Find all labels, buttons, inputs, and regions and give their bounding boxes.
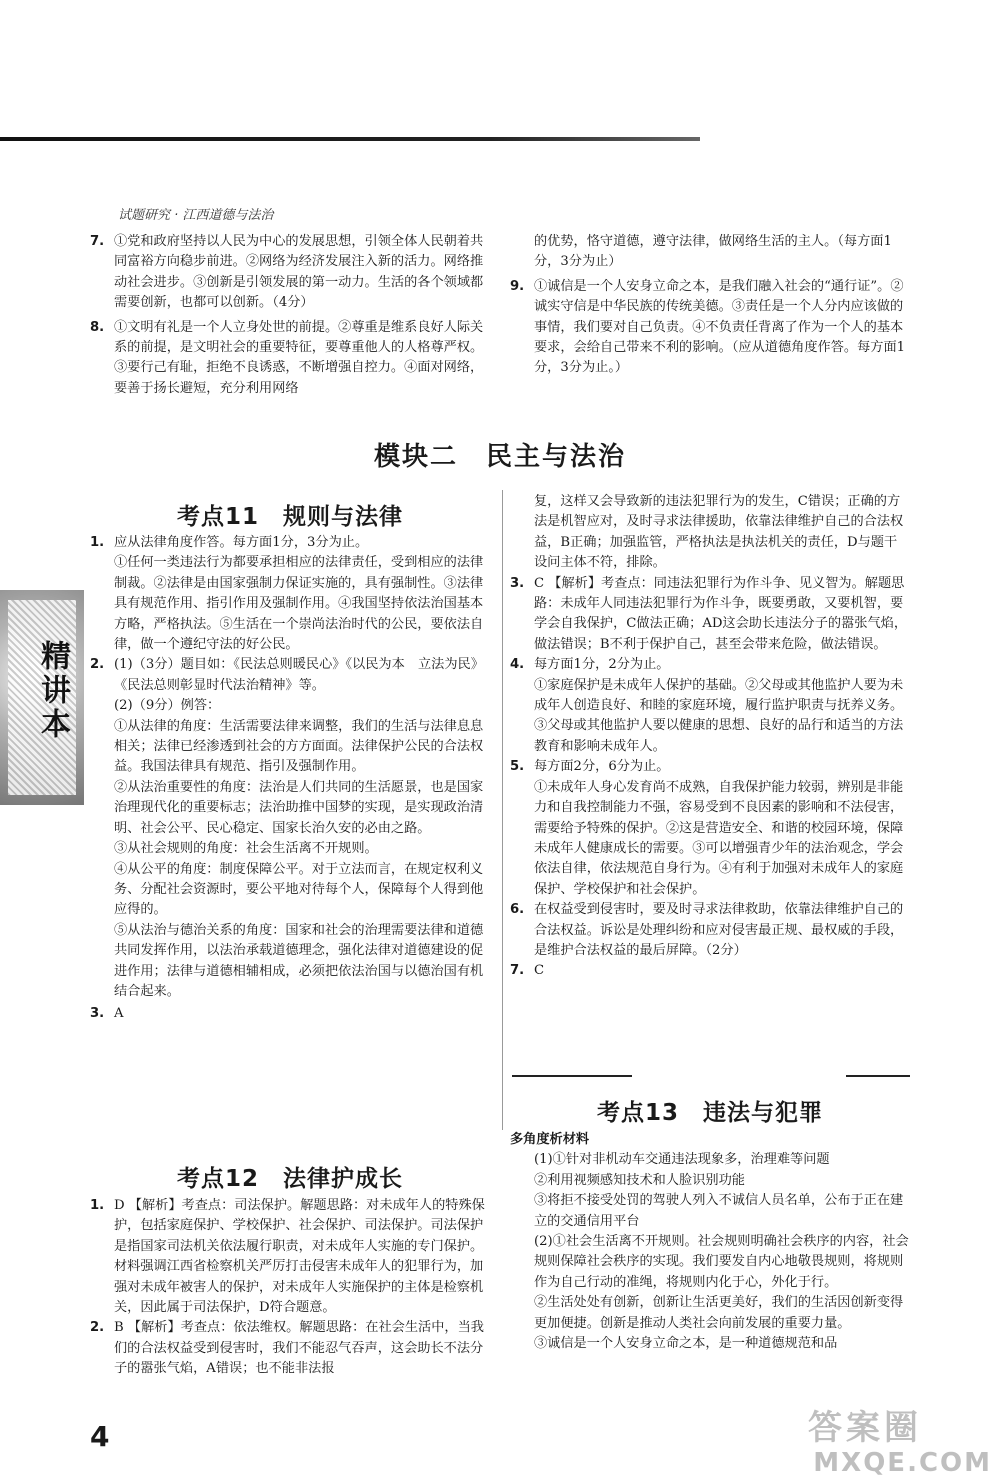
section-subhead: 多角度析材料	[510, 1132, 590, 1147]
section-divider	[512, 1075, 632, 1077]
top-rule	[0, 137, 700, 141]
right-answers	[510, 492, 910, 982]
running-header: 试题研究 · 江西道德与法治	[118, 208, 274, 223]
top-left-answers	[90, 232, 495, 399]
answer-item: 3. C 【解析】考查点：同违法犯罪行为作斗争、见义智为。解题思路：未成年人同违法犯罪行为作斗争，既要勇敢，又要机智，要学会自我保护，C做法正确；AD这会助长违法分子的嚣张气焰，做法错误；B不利于保护自己，甚至会带来危险，做法错误。	[510, 575, 908, 652]
answer-item: 1. D 【解析】考查点：司法保护。解题思路：对未成年人的特殊保护，包括家庭保护、学校保护、社会保护、司法保护。司法保护是指国家司法机关依法履行职责，对未成年人实施的专门保护。材料强调江西省检察机关严厉打击侵害未成年人的犯罪行为，加强对未成年被害人的保护，对未成年人实施保护的主体是检察机关，因此属于司法保护，D符合题意。	[90, 1198, 485, 1316]
column-divider	[502, 490, 503, 1130]
answer-item: 8. ①文明有礼是一个人立身处世的前提。②尊重是维系良好人际关系的前提，是文明社会的重要特征，要尊重他人的人格尊严权。③要行己有耻，拒绝不良诱惑，不断增强自控力。④面对网络，要善于扬长避短，充分利用网络	[90, 319, 484, 396]
answer-item: 2. B 【解析】考查点：依法维权。解题思路：在社会生活中，当我们的合法权益受到侵害时，我们不能忍气吞声，这会助长不法分子的嚣张气焰，A错误；也不能非法报	[90, 1320, 484, 1377]
answer-item: ③从社会规则的角度：社会生活离不开规则。	[114, 841, 378, 857]
answer-item: 9. ①诚信是一个人安身立命之本，是我们融入社会的“通行证”。②诚实守信是中华民族的传统美德。③责任是一个人分内应该做的事情，我们要对自己负责。④不负责任背离了作为一个人的基本要求，会给自己带来不利的影响。（应从道德角度作答。每方面1分，3分为止。）	[510, 278, 906, 376]
answer-item: 5. 每方面2分，6分为止。	[510, 759, 670, 775]
answer-item: ③诚信是一个人安身立命之本，是一种道德规范和品	[534, 1336, 838, 1352]
answer-item: 7. C	[510, 963, 545, 979]
answer-item: 6. 在权益受到侵害时，要及时寻求法律救助，依靠法律维护自己的合法权益。诉讼是处理纠纷和应对侵害最正规、最权威的手段，是维护合法权益的最后屏障。（2分）	[510, 902, 904, 958]
answer-item: ①家庭保护是未成年人保护的基础。②父母或其他监护人要为未成年人创造良好、和睦的家庭环境，履行监护职责与抚养义务。③父母或其他监护人要以健康的思想、良好的品行和适当的方法教育和影响未成年人。	[534, 677, 904, 754]
answer-item: 7. ①党和政府坚持以人民为中心的发展思想，引领全体人民朝着共同富裕方向稳步前进。②网络为经济发展注入新的活力。网络推动社会进步。③创新是引领发展的第一动力。生活的各个领域都需要创新，也都可以创新。（4分）	[90, 234, 484, 311]
answer-item: 1. 应从法律角度作答。每方面1分，3分为止。	[90, 535, 369, 550]
answer-item: ②生活处处有创新，创新让生活更美好，我们的生活因创新变得更加便捷。创新是推动人类社会向前发展的重要力量。	[534, 1295, 904, 1331]
side-tab-label: 精讲本	[35, 640, 70, 742]
module-title: 模块二 民主与法治	[373, 442, 626, 472]
answer-item: ②从法治重要性的角度：法治是人们共同的生活愿景，也是国家治理现代化的重要标志；法治助推中国梦的实现，是实现政治清明、社会公平、民心稳定、国家长治久安的必由之路。	[114, 779, 484, 836]
section-13-content	[510, 1130, 910, 1354]
answer-item: (1)①针对非机动车交通违法现象多，治理难等问题	[534, 1152, 830, 1168]
section-divider	[846, 1075, 910, 1077]
top-right-answers	[510, 232, 910, 379]
answer-item: ①未成年人身心发育尚不成熟，自我保护能力较弱，辨别是非能力和自我控制能力不强，容易受到不良因素的影响和不法侵害，需要给予特殊的保护。②这是营造安全、和谐的校园环境，保障未成年人健康成长的需要。③可以增强青少年的法治观念，学会依法自律，依法规范自身行为。④有利于加强对未成年人的家庭保护、学校保护和社会保护。	[534, 779, 904, 897]
answer-item: (2)①社会生活离不开规则。社会规则明确社会秩序的内容，社会规则保障社会秩序的实现。我们要发自内心地敬畏规则，将规则作为自己行动的准绳，将规则内化于心，外化于行。	[534, 1234, 909, 1290]
answer-item: 的优势，恪守道德，遵守法律，做网络生活的主人。（每方面1分，3分为止）	[534, 234, 892, 270]
answer-item: (2)（9分）例答：	[114, 698, 221, 714]
section-12-content	[90, 1196, 495, 1380]
section-title-13: 考点13 违法与犯罪	[596, 1100, 823, 1126]
answer-item: 复，这样又会导致新的违法犯罪行为的发生，C错误；正确的方法是机智应对，及时寻求法律援助，依靠法律维护自己的合法权益，B正确；加强监管，严格执法是执法机关的责任，D与题干设问主体不符，排除。	[534, 494, 904, 571]
answer-item: ④从公平的角度：制度保障公平。对于立法而言，在规定权利义务、分配社会资源时，要公平地对待每个人，保障每个人得到他应得的。	[114, 861, 484, 918]
answer-item: ①从法律的角度：生活需要法律来调整，我们的生活与法律息息相关；法律已经渗透到社会的方方面面。法律保护公民的合法权益。我国法律具有规范、指引及强制作用。	[114, 718, 484, 775]
answer-item: 2. (1)（3分）题目如：《民法总则暖民心》《以民为本 立法为民》《民法总则彰显时代法治精神》等。	[90, 657, 484, 693]
section-title-12: 考点12 法律护成长	[176, 1166, 403, 1192]
watermark-logo: 答案圈 MXQE.COM	[808, 1408, 992, 1478]
answer-item: ②利用视频感知技术和人脸识别功能	[534, 1172, 745, 1188]
answer-item: ①任何一类违法行为都要承担相应的法律责任，受到相应的法律制裁。②法律是由国家强制力保证实施的，具有强制性。③法律具有规范作用、指引作用及强制作用。④我国坚持依法治国基本方略，严格执法。⑤生活在一个崇尚法治时代的公民，要依法自律，做一个遵纪守法的好公民。	[114, 555, 484, 653]
section-11-content	[90, 533, 495, 1025]
page-number: 4	[90, 1420, 110, 1453]
answer-item: ⑤从法治与德治关系的角度：国家和社会的治理需要法律和道德共同发挥作用，以法治承载道德理念，强化法律对道德建设的促进作用；法律与道德相辅相成，必须把依法治国与以德治国有机结合起来。	[114, 922, 484, 999]
answer-item: 4. 每方面1分，2分为止。	[510, 657, 670, 673]
answer-item: 3. A	[90, 1006, 124, 1022]
section-title-11: 考点11 规则与法律	[176, 504, 403, 530]
answer-item: ③将拒不接受处罚的驾驶人列入不诚信人员名单，公布于正在建立的交通信用平台	[534, 1193, 904, 1229]
